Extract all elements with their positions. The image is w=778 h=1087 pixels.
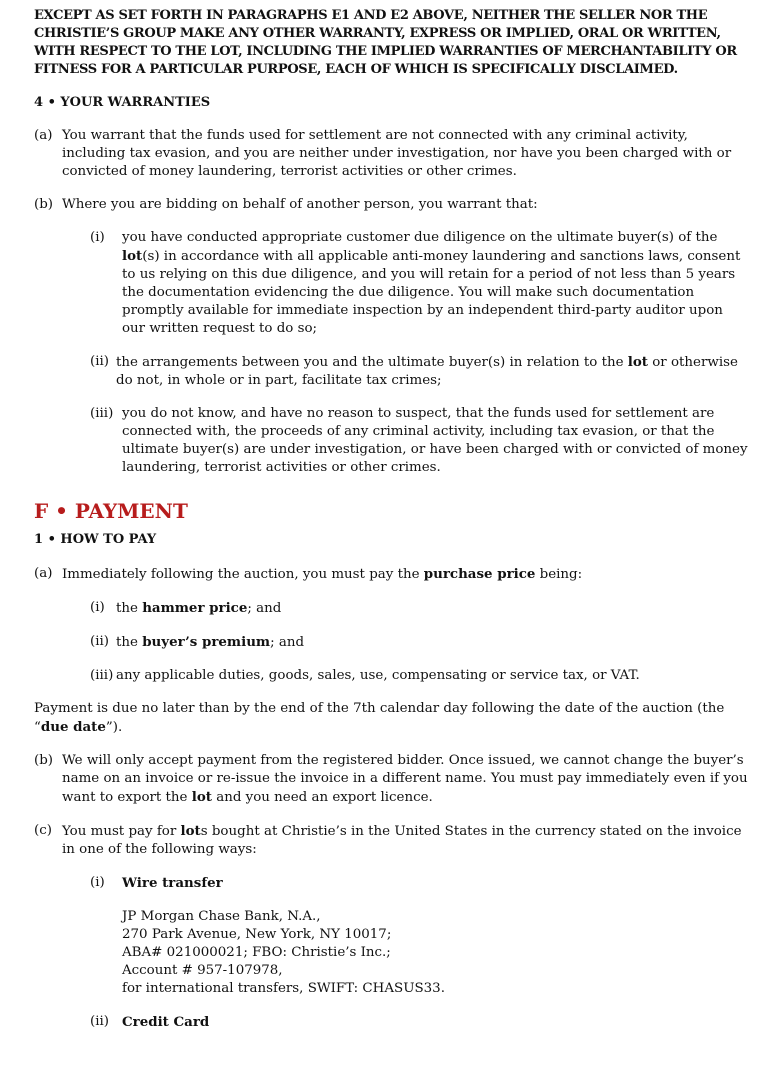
bank-address-line: ABA# 021000021; FBO: Christie’s Inc.;	[122, 945, 391, 960]
warranty-b-iii-label: (iii)	[90, 406, 114, 421]
warranty-b-ii: (ii) the arrangements between you and the ultimate buyer(s) in relation to the lot or otherwise do not, in whole or in part, facilitate tax crimes;	[90, 354, 738, 388]
payment-a: (a) Immediately following the auction, you must pay the purchase price being:	[34, 566, 583, 582]
warranty-b-label: (b)	[34, 197, 54, 212]
purchase-price-term: purchase price	[423, 566, 536, 582]
payment-a-i: (i) the hammer price; and	[90, 600, 282, 616]
bank-address-line: 270 Park Avenue, New York, NY 10017;	[122, 927, 392, 942]
document-page	[34, 7, 750, 1032]
warranty-disclaimer: EXCEPT AS SET FORTH IN PARAGRAPHS E1 AND E2 ABOVE, NEITHER THE SELLER NOR THE CHRISTIE’S GROUP MAKE ANY OTHER WARRANTY, EXPRESS OR IMPLIED, ORAL OR WRITTEN, WITH RESPECT TO THE LOT, INCLUDING THE IMPLIED WARRANTIES OF MERCHANTABILITY OR FITNESS FOR A PARTICULAR PURPOSE, EACH OF WHICH IS SPECIFICALLY DISCLAIMED.	[34, 8, 737, 77]
warranty-b-i-label: (i)	[90, 230, 105, 245]
warranty-a-label: (a)	[34, 128, 53, 143]
payment-section-title: F • PAYMENT	[34, 499, 188, 523]
your-warranties-heading: 4 • YOUR WARRANTIES	[34, 95, 211, 110]
bank-address	[122, 908, 750, 998]
warranty-b-text: Where you are bidding on behalf of another person, you warrant that:	[62, 197, 538, 212]
payment-c-ii: (ii) Credit Card	[90, 1014, 210, 1030]
lot-term: lot	[180, 823, 201, 839]
warranty-b	[34, 196, 750, 214]
lot-term: lot	[191, 789, 212, 805]
due-date-term: due date	[40, 719, 106, 735]
warranty-b-i: (i) you have conducted appropriate customer due diligence on the ultimate buyer(s) of the lot(s) in accordance with all applicable anti-money laundering and sanctions laws, consent to us relying on this due diligence, and you will retain for a period of not less than 5 years the documentation evidencing the due diligence. You will make such documentation promptly available for immediate inspection by an independent third-party auditor upon our written request to do so;	[90, 230, 741, 336]
warranty-a	[34, 127, 750, 181]
lot-term: lot	[122, 248, 143, 264]
lot-term: lot	[627, 354, 648, 370]
wire-transfer-title: Wire transfer	[122, 875, 223, 891]
how-to-pay-heading: 1 • HOW TO PAY	[34, 532, 157, 547]
hammer-price-term: hammer price	[142, 600, 248, 616]
bank-address-line: for international transfers, SWIFT: CHASUS33.	[122, 981, 445, 996]
bank-address-line: JP Morgan Chase Bank, N.A.,	[122, 909, 321, 924]
warranty-b-ii-label: (ii)	[90, 354, 110, 369]
payment-a-ii: (ii) the buyer’s premium; and	[90, 634, 305, 650]
payment-c: (c) You must pay for lots bought at Christie’s in the United States in the currency stated on the invoice in one of the following ways:	[34, 823, 742, 857]
payment-a-label: (a)	[34, 566, 53, 581]
payment-a-iii: (iii) any applicable duties, goods, sales, use, compensating or service tax, or VAT.	[90, 668, 640, 683]
credit-card-title: Credit Card	[122, 1014, 210, 1030]
warranty-b-iii: (iii) you do not know, and have no reason to suspect, that the funds used for settlement are connected with, the proceeds of any criminal activity, including tax evasion, or that the ultimate buyer(s) are under investigation, or have been charged with or convicted of money laundering, terrorist activities or other crimes.	[90, 406, 748, 475]
bank-address-line: Account # 957-107978,	[122, 963, 283, 978]
buyers-premium-term: buyer’s premium	[142, 634, 271, 650]
warranty-a-text: You warrant that the funds used for settlement are not connected with any criminal activity, including tax evasion, and you are neither under investigation, nor have you been charged with or convicted of money laundering, terrorist activities or other crimes.	[62, 128, 732, 179]
payment-b: (b) We will only accept payment from the registered bidder. Once issued, we cannot change the buyer’s name on an invoice or re-issue the invoice in a different name. You must pay immediately even if you want to export the lot and you need an export licence.	[34, 753, 748, 805]
due-date-paragraph: Payment is due no later than by the end of the 7th calendar day following the date of the auction (the “due date”).	[34, 701, 725, 735]
payment-c-i: (i) Wire transfer	[90, 875, 223, 891]
